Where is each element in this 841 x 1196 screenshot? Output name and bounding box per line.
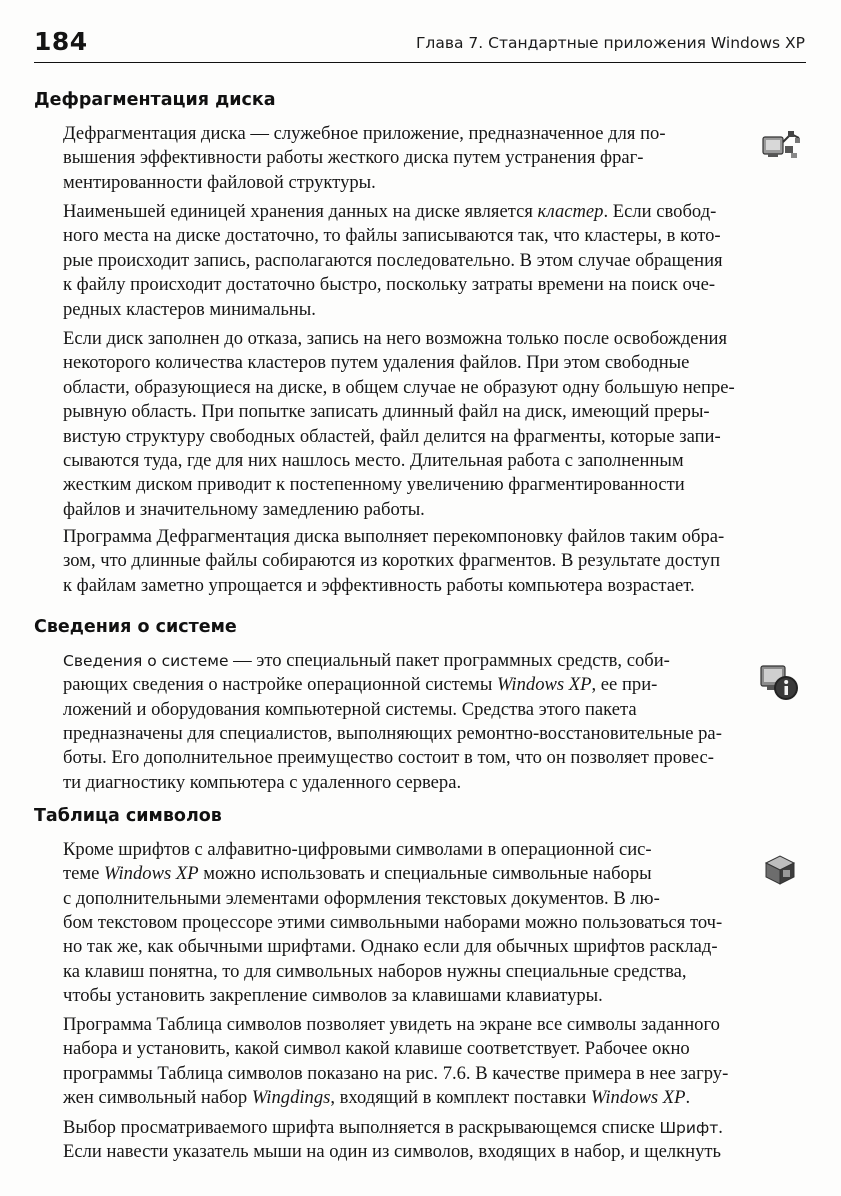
section-title-system-info: Сведения о системе [34,617,237,637]
header-rule [34,62,806,63]
paragraph: Программа Таблица символов позволяет увидеть на экране все символы заданного набора и установить, какой символ какой клавише соответствует. Рабочее окно программы Таблица символов показано на рис. 7.6. В качестве примера в нее загру- жен символьный набор Wingdings, входящий в комплект поставки Windows XP. [63,1014,729,1109]
running-head: Глава 7. Стандартные приложения Windows XP [415,34,805,52]
section-title-character-map: Таблица символов [34,806,222,826]
paragraph: Если диск заполнен до отказа, запись на него возможна только после освобождения некоторого количества кластеров путем удаления файлов. При этом свободные области, образующиеся на диске, в общем случае не образуют одну большую непре- рывную область. При попытке записать длинный файл на диск, имеющий преры- вистую структуру свободных областей, файл делится на фрагменты, которые запи- сываются туда, где для них нашлось место. Длительная работа с заполненным жестким диском приводит к постепенному увеличению фрагментированности файлов и значительному замедлению работы. [63,328,735,520]
paragraph: Кроме шрифтов с алфавитно-цифровыми символами в операционной сис- теме Windows XP можно использовать и специальные символьные наборы с дополнительными элементами оформления текстовых документов. В лю- [63,839,660,909]
defrag-icon [761,128,805,169]
paragraph: бом текстовом процессоре этими символьными наборами можно пользоваться точ- но так же, как обычными шрифтами. Однако если для обычных шрифтов расклад- ка клавиш понятна, то для символьных наборов нужны специальные средства, чтобы установить закрепление символов за клавишами клавиатуры. [63,912,723,1007]
page-number: 184 [34,27,88,56]
paragraph: Программа Дефрагментация диска выполняет перекомпоновку файлов таким обра- зом, что длинные файлы собираются из коротких фрагментов. В результате доступ к файлам заметно упрощается и эффективность работы компьютера возрастает. [63,526,725,596]
paragraph: Сведения о системе — это специальный пакет программных средств, соби- рающих сведения о настройке операционной системы Windows XP, ее при- ложений и оборудования компьютерной системы. Средства этого пакета [63,650,670,720]
character-map-icon [760,853,800,892]
paragraph: предназначены для специалистов, выполняющих ремонтно-восстановительные ра- боты. Его дополнительное преимущество состоит в том, что он позволяет провес- ти диагностику компьютера с удаленного сервера. [63,723,722,793]
paragraph: Выбор просматриваемого шрифта выполняется в раскрывающемся списке Шрифт. Если навести указатель мыши на один из символов, входящих в набор, и щелкнуть [63,1117,723,1163]
section-title-defrag: Дефрагментация диска [34,90,276,110]
paragraph: Дефрагментация диска — служебное приложение, предназначенное для по- вышения эффективности работы жесткого диска путем устранения фраг- ментированности файловой структуры. [63,123,666,193]
system-info-icon [758,662,802,709]
paragraph: Наименьшей единицей хранения данных на диске является кластер. Если свобод- ного места на диске достаточно, то файлы записываются так, что кластеры, в кото- рые происходит запись, располагаются последовательно. В этом случае обращения к файлу происходит достаточно быстро, поскольку затраты времени на поиск оче- редных кластеров минимальны. [63,201,723,320]
